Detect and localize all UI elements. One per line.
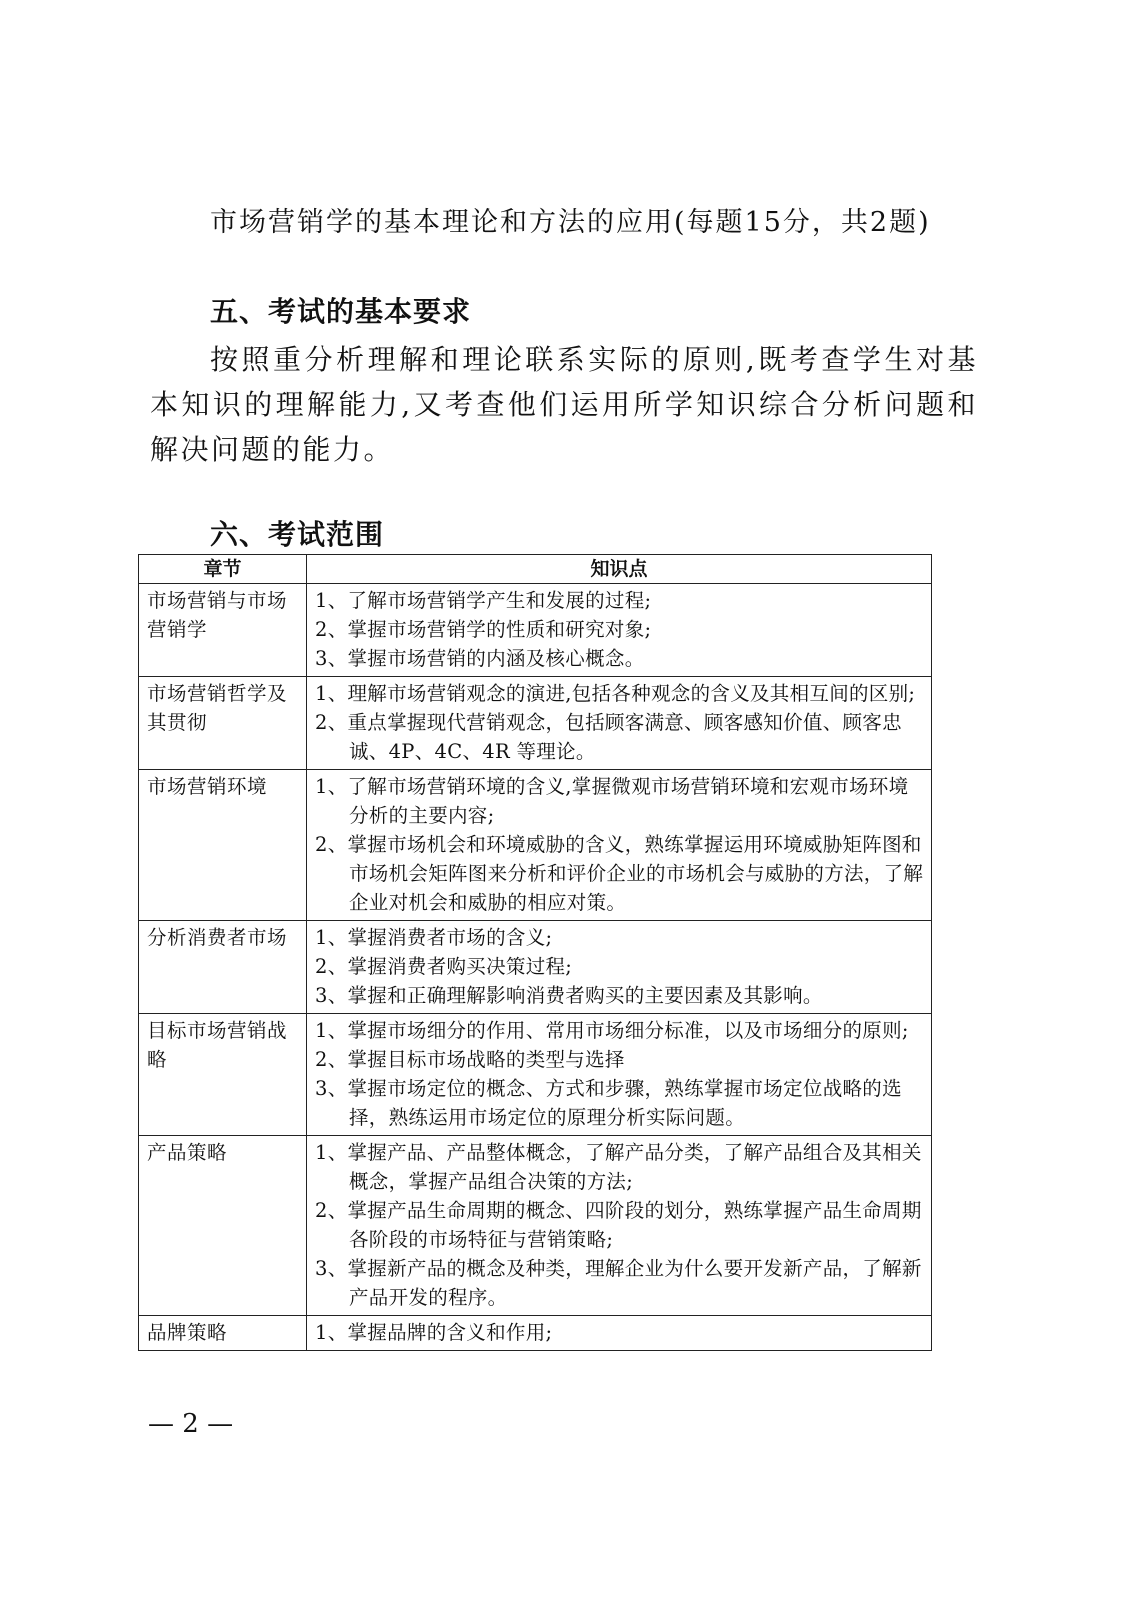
knowledge-point: 1、掌握市场细分的作用、常用市场细分标准，以及市场细分的原则; (315, 1019, 909, 1042)
table-row (139, 1316, 932, 1351)
chapter-cell (139, 677, 307, 770)
section-5-paragraph: 按照重分析理解和理论联系实际的原则,既考查学生对基本知识的理解能力,又考查他们运用所学知识综合分析问题和解决问题的能力。 (150, 343, 978, 466)
knowledge-point: 2、掌握消费者购买决策过程; (315, 955, 573, 978)
chapter-name: 市场营销环境 (147, 775, 268, 798)
section-6-heading: 六、考试范围 (210, 518, 385, 551)
knowledge-points-cell (307, 1316, 932, 1351)
knowledge-point: 3、掌握市场营销的内涵及核心概念。 (315, 647, 645, 670)
chapter-cell (139, 770, 307, 921)
chapter-name: 产品策略 (147, 1141, 228, 1164)
knowledge-points-cell (307, 1014, 932, 1136)
knowledge-points-cell (307, 677, 932, 770)
table-row (139, 677, 932, 770)
chapter-cell (139, 1316, 307, 1351)
knowledge-point: 1、了解市场营销环境的含义,掌握微观市场营销环境和宏观市场环境分析的主要内容; (315, 775, 909, 827)
header-knowledge-points: 知识点 (307, 555, 932, 584)
table-row (139, 921, 932, 1014)
chapter-cell (139, 921, 307, 1014)
knowledge-point: 3、掌握市场定位的概念、方式和步骤，熟练掌握市场定位战略的选择，熟练运用市场定位的原理分析实际问题。 (315, 1077, 902, 1129)
knowledge-point: 2、掌握产品生命周期的概念、四阶段的划分，熟练掌握产品生命周期各阶段的市场特征与营销策略; (315, 1199, 922, 1251)
chapter-cell (139, 1136, 307, 1316)
table-row (139, 1136, 932, 1316)
knowledge-point: 2、掌握市场机会和环境威胁的含义，熟练掌握运用环境威胁矩阵图和市场机会矩阵图来分析和评价企业的市场机会与威胁的方法，了解企业对机会和威胁的相应对策。 (315, 833, 924, 914)
knowledge-points-cell (307, 584, 932, 677)
chapter-cell (139, 584, 307, 677)
intro-line: 市场营销学的基本理论和方法的应用(每题15分，共2题) (210, 207, 931, 238)
chapter-name: 品牌策略 (147, 1321, 228, 1344)
knowledge-points-cell (307, 770, 932, 921)
table-header-row (139, 555, 932, 584)
exam-scope-table (138, 554, 932, 1351)
chapter-name: 目标市场营销战略 (147, 1019, 288, 1071)
chapter-name: 分析消费者市场 (147, 926, 288, 949)
chapter-cell (139, 1014, 307, 1136)
knowledge-point: 3、掌握和正确理解影响消费者购买的主要因素及其影响。 (315, 984, 823, 1007)
table-row (139, 770, 932, 921)
chapter-name: 市场营销与市场营销学 (147, 589, 288, 641)
knowledge-point: 1、了解市场营销学产生和发展的过程; (315, 589, 652, 612)
table-row (139, 584, 932, 677)
page-number: — 2 — (148, 1409, 234, 1439)
knowledge-point: 1、掌握品牌的含义和作用; (315, 1321, 553, 1344)
section-5-heading: 五、考试的基本要求 (210, 295, 472, 328)
table-row (139, 1014, 932, 1136)
knowledge-point: 2、重点掌握现代营销观念，包括顾客满意、顾客感知价值、顾客忠诚、4P、4C、4R 等理论。 (315, 711, 902, 763)
knowledge-point: 2、掌握市场营销学的性质和研究对象; (315, 618, 652, 641)
knowledge-point: 1、掌握产品、产品整体概念，了解产品分类，了解产品组合及其相关概念，掌握产品组合决策的方法; (315, 1141, 922, 1193)
knowledge-point: 1、掌握消费者市场的含义; (315, 926, 553, 949)
knowledge-points-cell (307, 921, 932, 1014)
knowledge-point: 3、掌握新产品的概念及种类，理解企业为什么要开发新产品，了解新产品开发的程序。 (315, 1257, 922, 1309)
knowledge-point: 1、理解市场营销观念的演进,包括各种观念的含义及其相互间的区别; (315, 682, 916, 705)
knowledge-points-cell (307, 1136, 932, 1316)
knowledge-point: 2、掌握目标市场战略的类型与选择 (315, 1048, 625, 1071)
chapter-name: 市场营销哲学及其贯彻 (147, 682, 288, 734)
header-chapter: 章节 (139, 555, 307, 584)
